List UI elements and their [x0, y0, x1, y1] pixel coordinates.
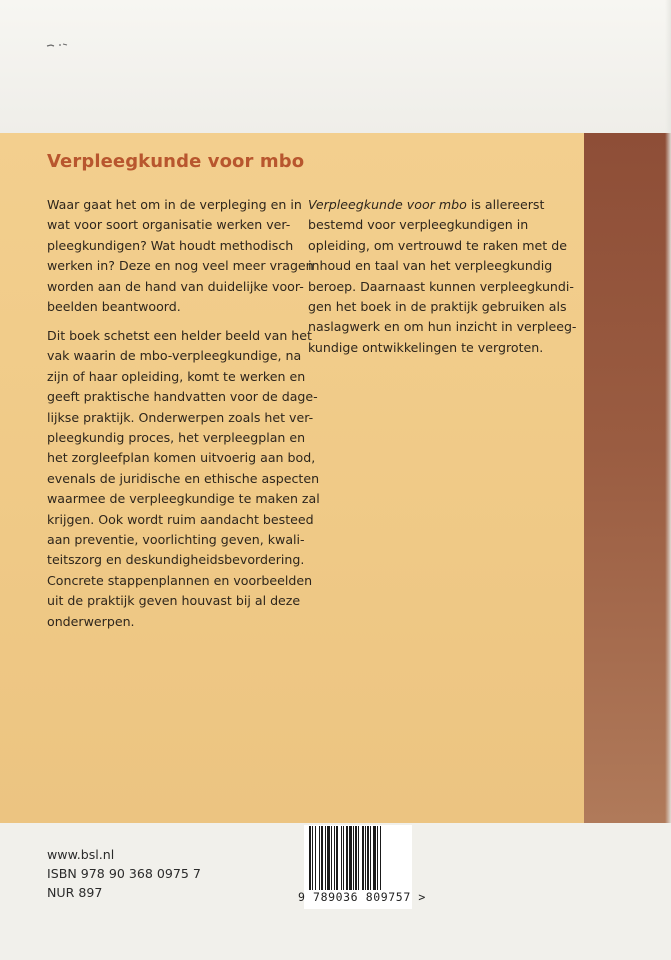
text-line: waarmee de verpleegkundige te maken zal [47, 491, 320, 507]
text-line: worden aan de hand van duidelijke voor- [47, 278, 304, 294]
text-line [308, 195, 576, 215]
text-line: het zorgleefplan komen uitvoerig aan bod, [47, 450, 316, 466]
left-paragraph-1 [47, 195, 314, 317]
text-line: evenals de juridische en ethische aspecten [47, 470, 320, 486]
text-line: wat voor soort organisatie werken ver- [47, 217, 291, 233]
barcode-bar [353, 826, 354, 890]
nur-text: NUR 897 [47, 885, 103, 900]
text-line: aan preventie, voorlichting geven, kwali- [47, 532, 305, 548]
barcode-digits: 9 789036 809757 > [298, 890, 426, 904]
top-band [0, 0, 671, 133]
text-line: opleiding, om vertrouwd te raken met de [308, 237, 567, 253]
barcode-bar [327, 826, 330, 890]
barcode-bar [321, 826, 323, 890]
barcode-bar [377, 826, 378, 890]
barcode-bar [370, 826, 371, 890]
text-line: uit de praktijk geven houvast bij al deze [47, 593, 301, 609]
barcode-bar [315, 826, 316, 890]
barcode-bar [325, 826, 326, 890]
text-line: krijgen. Ook wordt ruim aandacht besteed [47, 511, 314, 527]
barcode-bar [341, 826, 342, 890]
barcode-icon [308, 826, 408, 890]
page-edge [665, 0, 671, 960]
barcode-bar [312, 826, 313, 890]
barcode-bar [334, 826, 335, 890]
barcode-bar [362, 826, 364, 890]
publisher-info [47, 845, 201, 902]
barcode-bar [336, 826, 338, 890]
text-line: inhoud en taal van het verpleegkundig [308, 258, 553, 274]
text-line: pleegkundig proces, het verpleegplan en [47, 430, 306, 446]
text-line: onderwerpen. [47, 613, 135, 629]
text-line: gen het boek in de praktijk gebruiken als [308, 299, 567, 315]
text-line: lijkse praktijk. Onderwerpen zoals het ver- [47, 409, 314, 425]
barcode-bar [349, 826, 352, 890]
text-line: beelden beantwoord. [47, 299, 181, 315]
text-line: pleegkundigen? Wat houdt methodisch [47, 237, 294, 253]
text-line: Waar gaat het om in de verpleging en in [47, 197, 302, 212]
barcode-bar [355, 826, 357, 890]
text-line: bestemd voor verpleegkundigen in [308, 217, 529, 233]
barcode-bar [319, 826, 320, 890]
text-line: beroep. Daarnaast kunnen verpleegkundi- [308, 278, 574, 294]
text-line: naslagwerk en om hun inzicht in verpleeg- [308, 319, 577, 335]
brown-accent-panel [584, 133, 671, 823]
barcode-bar [331, 826, 332, 890]
text-line: zijn of haar opleiding, komt te werken en [47, 368, 306, 384]
text-fragment: is allereerst [466, 197, 545, 212]
right-paragraph [308, 195, 576, 358]
speck-mark [46, 40, 68, 50]
website-link: www.bsl.nl [47, 847, 115, 862]
text-line: vak waarin de mbo-verpleegkundige, na [47, 348, 302, 364]
text-line: teitszorg en deskundigheidsbevordering. [47, 552, 305, 568]
barcode-bar [358, 826, 359, 890]
barcode-bar [365, 826, 366, 890]
text-line: Concrete stappenplannen en voorbeelden [47, 572, 313, 588]
barcode-bar [373, 826, 376, 890]
text-line: geeft praktische handvatten voor de dage- [47, 389, 318, 405]
barcode-bar [380, 826, 381, 890]
barcode-bar [309, 826, 311, 890]
book-title: Verpleegkunde voor mbo [47, 151, 305, 172]
barcode-bar [343, 826, 344, 890]
text-line: werken in? Deze en nog veel meer vragen [47, 258, 314, 274]
left-paragraph-2 [47, 326, 320, 632]
barcode-bar [346, 826, 348, 890]
isbn-text: ISBN 978 90 368 0975 7 [47, 866, 201, 881]
text-line: kundige ontwikkelingen te vergroten. [308, 339, 544, 355]
barcode-bar [367, 826, 369, 890]
italic-title: Verpleegkunde voor mbo [308, 197, 467, 212]
text-line: Dit boek schetst een helder beeld van het [47, 328, 312, 343]
